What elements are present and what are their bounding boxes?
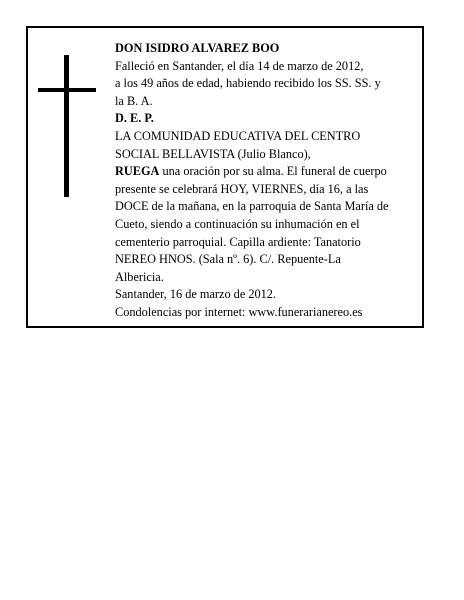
death-line: la B. A. bbox=[115, 93, 153, 108]
community-line: SOCIAL BELLAVISTA (Julio Blanco), bbox=[115, 146, 311, 161]
obituary-text bbox=[115, 40, 421, 322]
place-date-line: Santander, 16 de marzo de 2012. bbox=[115, 287, 277, 302]
funeral-line: DOCE de la mañana, en la parroquia de Santa María de bbox=[115, 199, 389, 214]
death-line: Falleció en Santander, el día 14 de marzo de 2012, bbox=[115, 58, 364, 73]
ruega-word: RUEGA bbox=[115, 164, 160, 179]
death-line: a los 49 años de edad, habiendo recibido los SS. SS. y bbox=[115, 76, 381, 91]
ruega-text: una oración por su alma. El funeral de cuerpo bbox=[159, 164, 387, 179]
cross-horizontal-bar bbox=[38, 88, 96, 92]
rip-line: D. E. P. bbox=[115, 111, 154, 126]
funeral-line: Cueto, siendo a continuación su inhumación en el bbox=[115, 216, 360, 231]
funeral-line: Albericia. bbox=[115, 269, 164, 284]
cross-vertical-bar bbox=[64, 55, 69, 197]
deceased-name: DON ISIDRO ALVAREZ BOO bbox=[115, 41, 280, 55]
cross-icon bbox=[38, 55, 96, 197]
funeral-line: cementerio parroquial. Capilla ardiente: Tanatorio bbox=[115, 234, 361, 249]
funeral-line: NEREO HNOS. (Sala nº. 6). C/. Repuente-La bbox=[115, 252, 341, 267]
ruega-line bbox=[115, 163, 421, 181]
obituary-notice bbox=[26, 26, 424, 328]
condolences-line: Condolencias por internet: www.funerarianereo.es bbox=[115, 304, 363, 319]
community-line: LA COMUNIDAD EDUCATIVA DEL CENTRO bbox=[115, 128, 361, 143]
funeral-line: presente se celebrará HOY, VIERNES, día 16, a las bbox=[115, 181, 369, 196]
